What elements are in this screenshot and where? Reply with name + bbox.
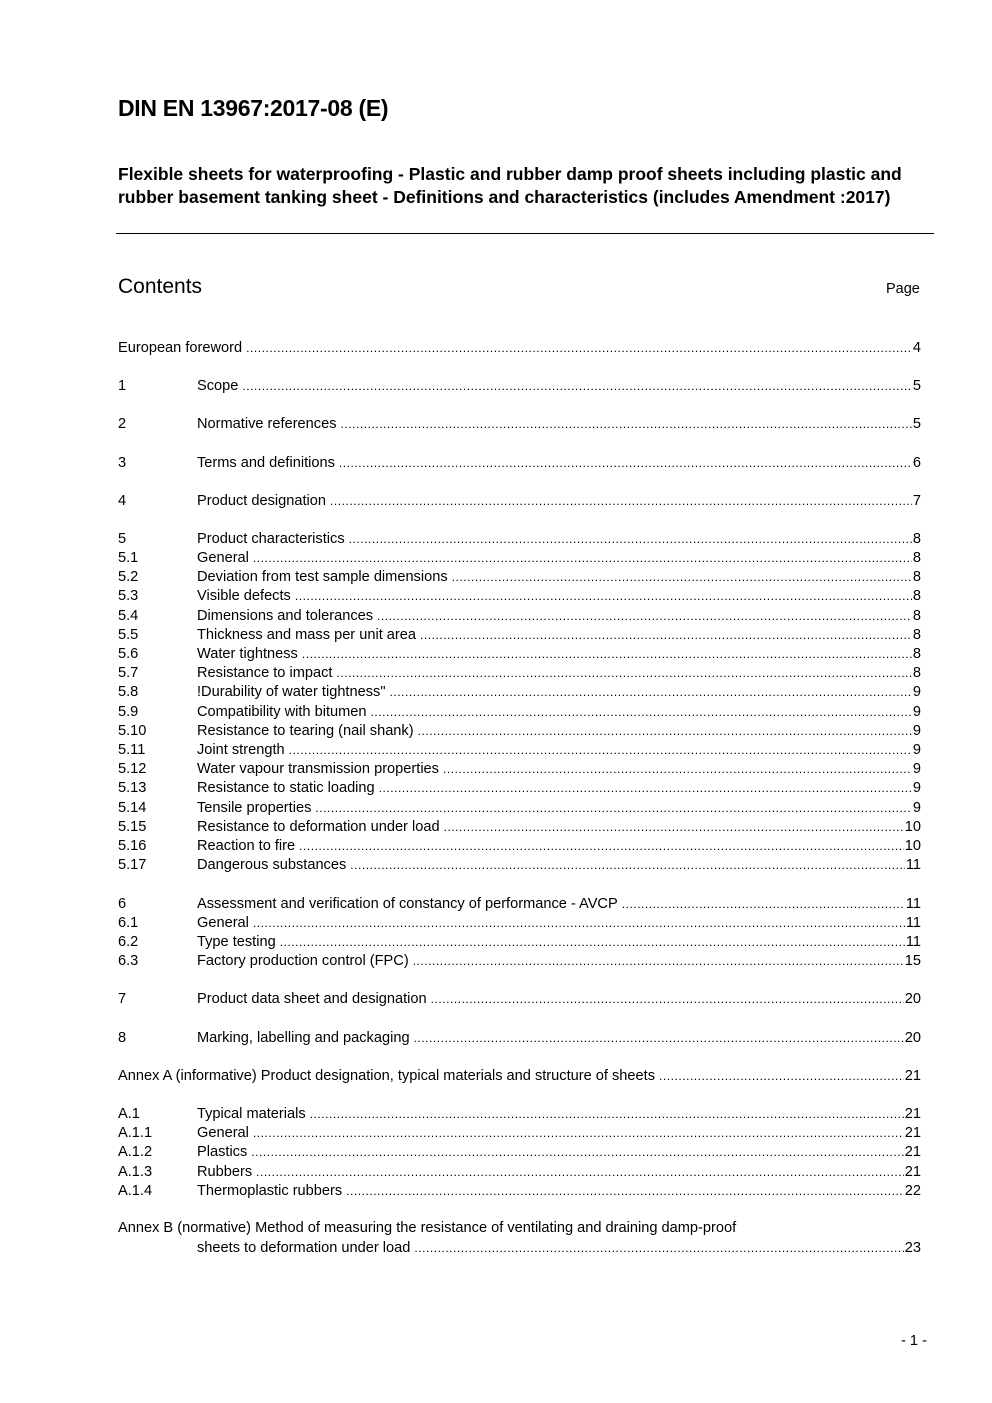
toc-entry-leader-dots <box>330 492 912 511</box>
toc-entry-number: 5.15 <box>118 819 147 835</box>
toc-entry-title: Resistance to impact <box>197 665 333 681</box>
toc-entry-leader-dots <box>341 415 912 434</box>
toc-entry-page: 9 <box>912 704 921 720</box>
toc-entry-leader-dots <box>414 1029 904 1048</box>
toc-entry-number: 5.5 <box>118 627 139 643</box>
toc-entry[interactable] <box>118 722 921 741</box>
toc-entry[interactable] <box>118 799 921 818</box>
toc-entry-page: 21 <box>904 1164 921 1180</box>
toc-entry-leader-dots <box>242 377 911 396</box>
toc-entry-number: A.1 <box>118 1106 140 1122</box>
toc-entry-number: 2 <box>118 416 127 432</box>
toc-entry-leader-dots <box>622 895 905 914</box>
toc-entry[interactable] <box>118 741 921 760</box>
toc-entry-page: 10 <box>904 819 921 835</box>
toc-entry-title: Factory production control (FPC) <box>197 953 409 969</box>
toc-entry-leader-dots <box>315 799 911 818</box>
toc-entry-number: 3 <box>118 455 127 471</box>
toc-entry-number: 5.12 <box>118 761 147 777</box>
toc-entry-leader-dots <box>302 645 912 664</box>
toc-entry-title: Normative references <box>197 416 337 432</box>
toc-entry-page: 8 <box>912 646 921 662</box>
toc-entry-page: 22 <box>904 1183 921 1199</box>
toc-entry-leader-dots <box>420 626 912 645</box>
toc-entry-title: Dangerous substances <box>197 857 347 873</box>
toc-entry[interactable] <box>118 779 921 798</box>
toc-entry-title: Resistance to static loading <box>197 780 375 796</box>
page-column-label: Page <box>886 281 920 297</box>
toc-entry-title: Resistance to deformation under load <box>197 819 440 835</box>
toc-entry-leader-dots <box>431 990 904 1009</box>
toc-entry-leader-dots <box>377 607 912 626</box>
toc-entry-title: Annex A (informative) Product designation, typical materials and structure of sheets <box>118 1068 655 1084</box>
toc-entry-number: 5.10 <box>118 723 147 739</box>
toc-entry[interactable] <box>118 530 921 549</box>
toc-entry-page: 9 <box>912 800 921 816</box>
toc-entry-title: Plastics <box>197 1144 248 1160</box>
toc-entry[interactable] <box>118 587 921 606</box>
document-subtitle: Flexible sheets for waterproofing - Plastic and rubber damp proof sheets including plastic and rubber basement tanking sheet - Definitions and characteristics (includes Amendment :2017) <box>118 164 902 207</box>
toc-entry-title: Visible defects <box>197 588 291 604</box>
toc-entry-number: 6.1 <box>118 915 139 931</box>
toc-entry-page: 5 <box>912 378 921 394</box>
toc-entry-title: Thermoplastic rubbers <box>197 1183 343 1199</box>
toc-entry-leader-dots <box>256 1163 904 1182</box>
toc-entry-number: A.1.2 <box>118 1144 153 1160</box>
toc-entry[interactable] <box>118 549 921 568</box>
toc-entry-title: Assessment and verification of constancy of performance - AVCP <box>197 896 618 912</box>
toc-entry-title: Terms and definitions <box>197 455 335 471</box>
toc-entry-number: 1 <box>118 378 127 394</box>
toc-entry[interactable] <box>118 492 921 511</box>
toc-entry-number: 5.6 <box>118 646 139 662</box>
toc-entry-title: Product characteristics <box>197 531 345 547</box>
toc-entry-page: 9 <box>912 780 921 796</box>
toc-entry[interactable] <box>118 760 921 779</box>
toc-entry[interactable] <box>118 415 921 434</box>
toc-entry-number: 5.9 <box>118 704 139 720</box>
toc-entry-number: 5.4 <box>118 608 139 624</box>
toc-entry-page: 8 <box>912 588 921 604</box>
toc-entry-title: Dimensions and tolerances <box>197 608 374 624</box>
toc-entry-leader-dots <box>414 1239 903 1258</box>
toc-entry-title: European foreword <box>118 340 243 356</box>
toc-entry-page: 9 <box>912 761 921 777</box>
toc-entry-page: 9 <box>912 723 921 739</box>
toc-entry-leader-dots <box>251 1143 903 1162</box>
toc-entry-leader-dots <box>310 1105 904 1124</box>
toc-entry-number: 6 <box>118 896 127 912</box>
toc-entry-page: 8 <box>912 665 921 681</box>
toc-entry-leader-dots <box>336 664 911 683</box>
toc-entry-number: 4 <box>118 493 127 509</box>
toc-entry-number: 7 <box>118 991 127 1007</box>
toc-entry-number: 5.14 <box>118 800 147 816</box>
toc-entry-title: Tensile properties <box>197 800 312 816</box>
toc-entry-page: 21 <box>904 1125 921 1141</box>
toc-entry[interactable] <box>118 952 921 971</box>
toc-entry[interactable] <box>118 568 921 587</box>
toc-entry-page: 11 <box>905 934 921 950</box>
toc-entry-leader-dots <box>289 741 912 760</box>
toc-entry-title: Resistance to tearing (nail shank) <box>197 723 414 739</box>
toc-entry-number: 6.2 <box>118 934 139 950</box>
toc-entry-number: 5.3 <box>118 588 139 604</box>
toc-entry-page: 8 <box>912 531 921 547</box>
toc-entry-leader-dots <box>253 1124 904 1143</box>
toc-entry-title: Thickness and mass per unit area <box>197 627 417 643</box>
toc-entry-number: A.1.1 <box>118 1125 153 1141</box>
toc-entry-leader-dots <box>253 549 912 568</box>
toc-entry[interactable] <box>118 1239 921 1258</box>
toc-entry-page: 23 <box>904 1240 921 1256</box>
toc-entry[interactable] <box>118 664 921 683</box>
toc-entry-title: Joint strength <box>197 742 285 758</box>
toc-entry-leader-dots <box>413 952 904 971</box>
toc-entry-page: 15 <box>904 953 921 969</box>
toc-entry-leader-dots <box>452 568 912 587</box>
toc-entry-page: 6 <box>912 455 921 471</box>
toc-entry[interactable] <box>118 1143 921 1162</box>
page-number: - 1 - <box>901 1333 927 1349</box>
toc-entry-title: Type testing <box>197 934 276 950</box>
toc-entry-page: 7 <box>912 493 921 509</box>
toc-entry-leader-dots <box>246 339 912 358</box>
toc-entry-leader-dots <box>350 856 905 875</box>
toc-entry-page: 11 <box>905 857 921 873</box>
toc-entry[interactable] <box>118 626 921 645</box>
toc-entry-title: Product designation <box>197 493 326 509</box>
document-title: DIN EN 13967:2017-08 (E) <box>118 95 389 121</box>
toc-entry[interactable] <box>118 1182 921 1201</box>
toc-entry-title: Marking, labelling and packaging <box>197 1030 410 1046</box>
toc-entry[interactable] <box>118 1163 921 1182</box>
toc-entry[interactable] <box>118 607 921 626</box>
toc-entry-leader-dots <box>253 914 905 933</box>
toc-entry-title: Product data sheet and designation <box>197 991 427 1007</box>
toc-entry-title: General <box>197 915 249 931</box>
toc-entry-leader-dots <box>659 1067 904 1086</box>
toc-entry-title: Deviation from test sample dimensions <box>197 569 448 585</box>
toc-entry-page: 21 <box>904 1068 921 1084</box>
toc-entry-leader-dots <box>443 760 912 779</box>
toc-entry-number: 5 <box>118 531 127 547</box>
toc-entry-title: Typical materials <box>197 1106 306 1122</box>
contents-heading: Contents <box>118 275 203 298</box>
toc-entry[interactable] <box>118 703 921 722</box>
toc-entry[interactable] <box>118 339 921 358</box>
toc-entry-page: 8 <box>912 608 921 624</box>
toc-entry-title: Compatibility with bitumen <box>197 704 367 720</box>
toc-entry-page: 20 <box>904 991 921 1007</box>
toc-entry-number: A.1.3 <box>118 1164 153 1180</box>
toc-entry-title: Scope <box>197 378 239 394</box>
toc-entry[interactable] <box>118 645 921 664</box>
toc-entry-page: 21 <box>904 1106 921 1122</box>
toc-entry-page: 8 <box>912 550 921 566</box>
toc-entry-page: 9 <box>912 742 921 758</box>
toc-entry[interactable] <box>118 1124 921 1143</box>
toc-entry[interactable] <box>118 377 921 396</box>
toc-entry-title: Rubbers <box>197 1164 253 1180</box>
toc-entry-number: 5.17 <box>118 857 147 873</box>
toc-entry[interactable] <box>118 933 921 952</box>
toc-entry-leader-dots <box>390 683 912 702</box>
toc-entry[interactable] <box>118 454 921 473</box>
toc-entry-number: 5.16 <box>118 838 147 854</box>
toc-entry-title: !Durability of water tightness" <box>197 684 386 700</box>
title-divider <box>116 233 934 234</box>
toc-entry-number: 5.8 <box>118 684 139 700</box>
toc-entry[interactable] <box>118 818 921 837</box>
toc-entry-leader-dots <box>379 779 912 798</box>
toc-entry[interactable] <box>118 914 921 933</box>
toc-entry-leader-dots <box>299 837 904 856</box>
toc-entry-title: sheets to deformation under load <box>197 1240 411 1256</box>
toc-entry-leader-dots <box>339 454 912 473</box>
toc-entry-title: General <box>197 1125 249 1141</box>
toc-entry-number: A.1.4 <box>118 1183 153 1199</box>
toc-entry-page: 20 <box>904 1030 921 1046</box>
toc-entry-title: Water tightness <box>197 646 298 662</box>
toc-entry[interactable] <box>118 683 921 702</box>
toc-entry-number: 6.3 <box>118 953 139 969</box>
toc-entry-page: 11 <box>905 896 921 912</box>
toc-entry-page: 8 <box>912 569 921 585</box>
toc-entry-number: 5.2 <box>118 569 139 585</box>
toc-entry-annex-b-line1[interactable]: Annex B (normative) Method of measuring the resistance of ventilating and draining damp-proof <box>118 1220 737 1236</box>
toc-entry-number: 5.7 <box>118 665 139 681</box>
toc-entry-number: 5.11 <box>118 742 146 758</box>
toc-entry[interactable] <box>118 856 921 875</box>
toc-entry-page: 11 <box>905 915 921 931</box>
toc-entry[interactable] <box>118 1029 921 1048</box>
toc-entry-page: 21 <box>904 1144 921 1160</box>
toc-entry[interactable] <box>118 895 921 914</box>
toc-entry-leader-dots <box>280 933 905 952</box>
toc-entry-page: 5 <box>912 416 921 432</box>
toc-entry-leader-dots <box>349 530 912 549</box>
toc-entry-title: Water vapour transmission properties <box>197 761 439 777</box>
toc-entry-page: 9 <box>912 684 921 700</box>
toc-entry-title: General <box>197 550 249 566</box>
toc-entry-title: Reaction to fire <box>197 838 296 854</box>
toc-entry[interactable] <box>118 990 921 1009</box>
toc-entry-leader-dots <box>418 722 912 741</box>
toc-entry-leader-dots <box>346 1182 904 1201</box>
toc-entry-number: 5.13 <box>118 780 147 796</box>
toc-entry-page: 10 <box>904 838 921 854</box>
toc-entry-leader-dots <box>295 587 912 606</box>
toc-entry-page: 8 <box>912 627 921 643</box>
toc-entry[interactable] <box>118 1067 921 1086</box>
toc-entry-number: 8 <box>118 1030 127 1046</box>
toc-entry-page: 4 <box>912 340 921 356</box>
toc-entry[interactable] <box>118 1105 921 1124</box>
toc-entry-leader-dots <box>444 818 904 837</box>
toc-entry-number: 5.1 <box>118 550 139 566</box>
toc-entry[interactable] <box>118 837 921 856</box>
toc-entry-leader-dots <box>371 703 912 722</box>
